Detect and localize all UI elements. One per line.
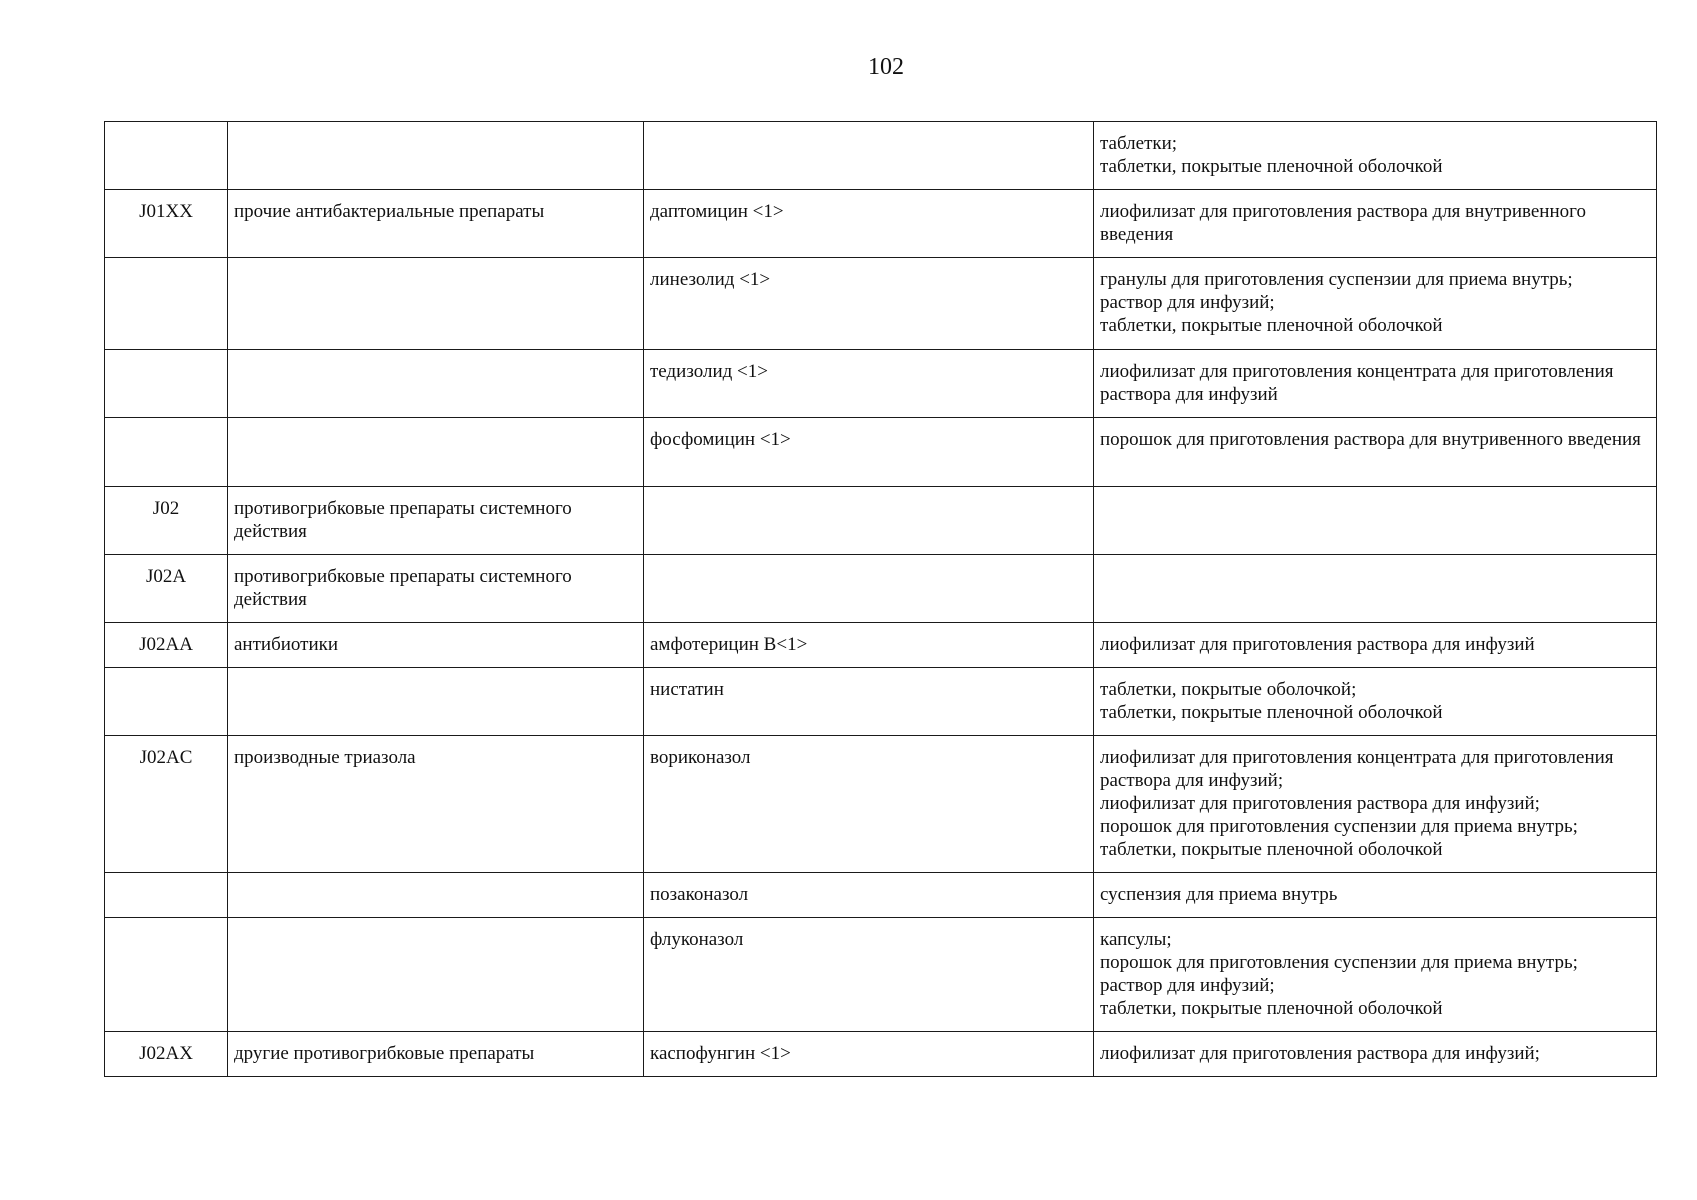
group-cell — [228, 418, 644, 487]
drug-name-cell: позаконазол — [644, 873, 1094, 918]
dosage-forms-cell: таблетки, покрытые оболочкой; таблетки, покрытые пленочной оболочкой — [1094, 668, 1657, 736]
atc-code-cell — [105, 918, 228, 1032]
table-row — [105, 873, 1657, 918]
table-row — [105, 668, 1657, 736]
atc-code-cell — [105, 873, 228, 918]
atc-code-cell: J02AA — [105, 623, 228, 668]
atc-code-cell: J01XX — [105, 190, 228, 258]
group-cell: другие противогрибковые препараты — [228, 1032, 644, 1077]
drug-name-cell: нистатин — [644, 668, 1094, 736]
drug-name-cell — [644, 487, 1094, 555]
table-row — [105, 1032, 1657, 1077]
group-cell — [228, 668, 644, 736]
medication-table — [104, 121, 1657, 1077]
atc-code-cell — [105, 122, 228, 190]
group-cell — [228, 918, 644, 1032]
table-row — [105, 258, 1657, 350]
drug-name-cell — [644, 555, 1094, 623]
group-cell: противогрибковые препараты системного действия — [228, 487, 644, 555]
group-cell — [228, 350, 644, 418]
dosage-forms-cell: таблетки; таблетки, покрытые пленочной оболочкой — [1094, 122, 1657, 190]
group-cell — [228, 122, 644, 190]
dosage-forms-cell: лиофилизат для приготовления концентрата для приготовления раствора для инфузий — [1094, 350, 1657, 418]
drug-name-cell: фосфомицин <1> — [644, 418, 1094, 487]
atc-code-cell: J02 — [105, 487, 228, 555]
dosage-forms-cell: порошок для приготовления раствора для внутривенного введения — [1094, 418, 1657, 487]
table-row — [105, 190, 1657, 258]
table-row — [105, 736, 1657, 873]
group-cell — [228, 258, 644, 350]
table-row — [105, 350, 1657, 418]
table-row — [105, 623, 1657, 668]
drug-name-cell: флуконазол — [644, 918, 1094, 1032]
drug-name-cell: амфотерицин B<1> — [644, 623, 1094, 668]
drug-name-cell: даптомицин <1> — [644, 190, 1094, 258]
group-cell: противогрибковые препараты системного действия — [228, 555, 644, 623]
drug-name-cell — [644, 122, 1094, 190]
group-cell: прочие антибактериальные препараты — [228, 190, 644, 258]
drug-name-cell: вориконазол — [644, 736, 1094, 873]
table-row — [105, 918, 1657, 1032]
table-row — [105, 555, 1657, 623]
dosage-forms-cell — [1094, 555, 1657, 623]
table-row — [105, 122, 1657, 190]
group-cell: антибиотики — [228, 623, 644, 668]
dosage-forms-cell: лиофилизат для приготовления раствора для инфузий; — [1094, 1032, 1657, 1077]
table-row — [105, 487, 1657, 555]
atc-code-cell: J02AC — [105, 736, 228, 873]
drug-name-cell: каспофунгин <1> — [644, 1032, 1094, 1077]
dosage-forms-cell: капсулы; порошок для приготовления суспензии для приема внутрь; раствор для инфузий; таблетки, покрытые пленочной оболочкой — [1094, 918, 1657, 1032]
atc-code-cell — [105, 350, 228, 418]
drug-name-cell: линезолид <1> — [644, 258, 1094, 350]
dosage-forms-cell: лиофилизат для приготовления концентрата для приготовления раствора для инфузий; лиофилизат для приготовления раствора для инфузий; порошок для приготовления суспензии для приема внутрь; таблетки, покрытые пленочной оболочкой — [1094, 736, 1657, 873]
group-cell — [228, 873, 644, 918]
dosage-forms-cell — [1094, 487, 1657, 555]
atc-code-cell: J02A — [105, 555, 228, 623]
page-number: 102 — [868, 54, 904, 80]
group-cell: производные триазола — [228, 736, 644, 873]
table-row — [105, 418, 1657, 487]
dosage-forms-cell: гранулы для приготовления суспензии для приема внутрь; раствор для инфузий; таблетки, покрытые пленочной оболочкой — [1094, 258, 1657, 350]
dosage-forms-cell: суспензия для приема внутрь — [1094, 873, 1657, 918]
drug-name-cell: тедизолид <1> — [644, 350, 1094, 418]
dosage-forms-cell: лиофилизат для приготовления раствора для внутривенного введения — [1094, 190, 1657, 258]
atc-code-cell — [105, 418, 228, 487]
atc-code-cell — [105, 668, 228, 736]
dosage-forms-cell: лиофилизат для приготовления раствора для инфузий — [1094, 623, 1657, 668]
atc-code-cell: J02AX — [105, 1032, 228, 1077]
atc-code-cell — [105, 258, 228, 350]
